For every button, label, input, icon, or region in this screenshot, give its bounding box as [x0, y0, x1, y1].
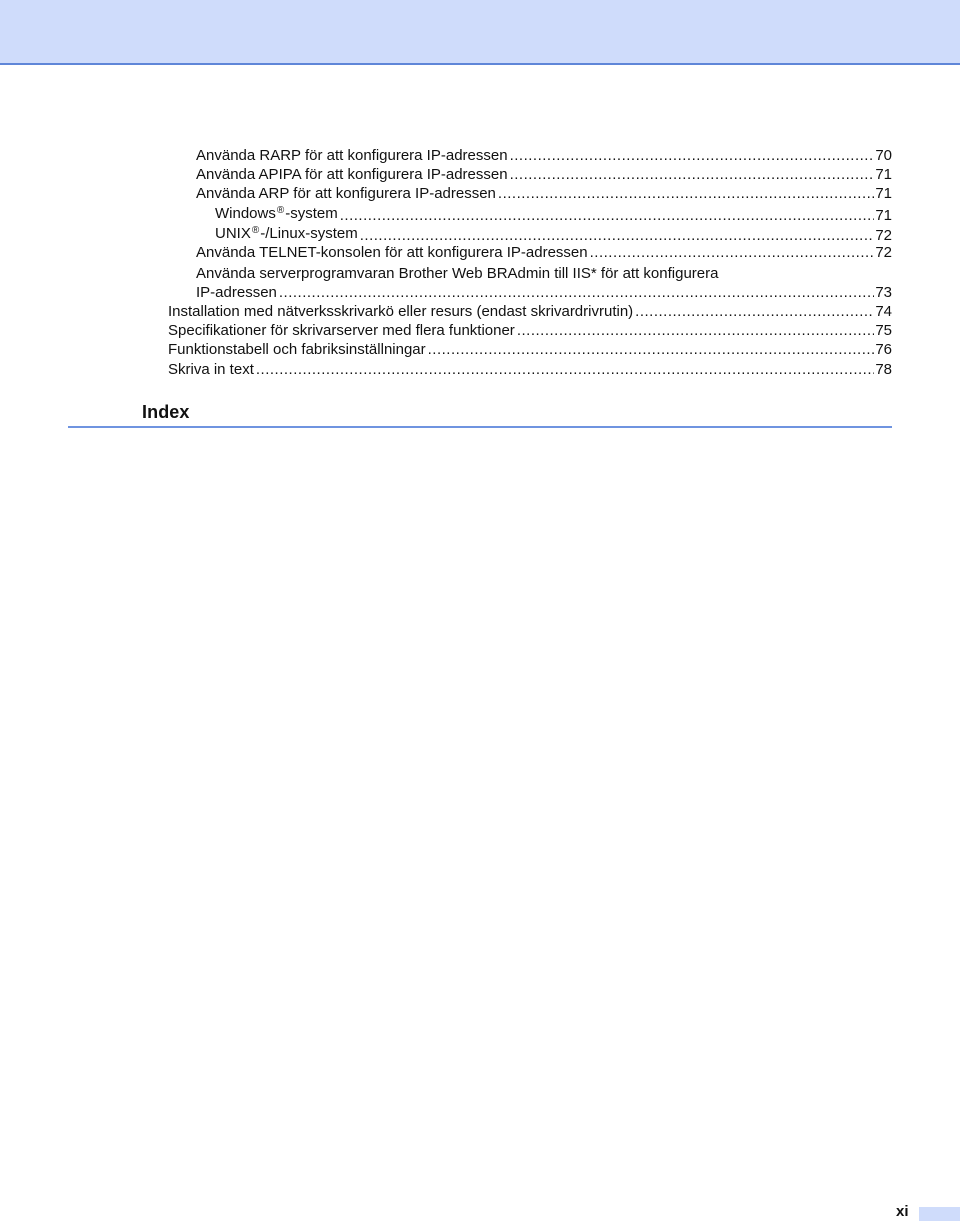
toc-page-number: 72 — [875, 244, 892, 261]
toc-page-number: 73 — [875, 284, 892, 301]
toc-entry[interactable] — [168, 340, 892, 359]
toc-leader — [510, 165, 875, 184]
toc-leader — [256, 360, 874, 379]
toc-entry-title: Funktionstabell och fabriksinställningar — [168, 341, 426, 358]
toc-entry-suffix: -system — [285, 205, 338, 222]
toc-entry[interactable] — [196, 243, 892, 262]
toc-entry-title: Använda RARP för att konfigurera IP-adressen — [196, 147, 508, 164]
toc-entry-title-continuation: IP-adressen — [196, 284, 277, 301]
toc-entry[interactable] — [196, 165, 892, 184]
toc-entry-title — [215, 204, 338, 225]
toc-page-number: 74 — [875, 303, 892, 320]
toc-entry[interactable] — [168, 302, 892, 321]
toc-entry[interactable] — [215, 224, 892, 245]
toc-page-number: 75 — [875, 322, 892, 339]
section-heading-index[interactable]: Index — [142, 402, 190, 422]
toc-entry-title-line[interactable]: Använda serverprogramvaran Brother Web BRAdmin till IIS* för att konfigurera — [196, 265, 719, 282]
toc-entry-title: Använda TELNET-konsolen för att konfigurera IP-adressen — [196, 244, 588, 261]
toc-entry[interactable] — [215, 204, 892, 225]
toc-page-number: 70 — [875, 147, 892, 164]
registered-mark: ® — [276, 205, 285, 216]
toc-entry[interactable] — [168, 360, 892, 379]
toc-entry-title: Installation med nätverksskrivarkö eller resurs (endast skrivardrivrutin) — [168, 303, 634, 320]
toc-entry-main: Windows — [215, 205, 276, 222]
toc-page-number: 71 — [875, 185, 892, 202]
toc-page-number: 72 — [875, 227, 892, 244]
toc-leader — [279, 283, 874, 302]
section-divider — [68, 426, 892, 428]
toc-entry-main: UNIX — [215, 225, 251, 242]
toc-leader — [517, 321, 875, 340]
page-header-band — [0, 0, 960, 65]
toc-entry[interactable] — [196, 184, 892, 203]
toc-page-number: 78 — [875, 361, 892, 378]
toc-leader — [510, 146, 875, 165]
toc-entry-suffix: -/Linux-system — [260, 225, 358, 242]
toc-leader — [428, 340, 875, 359]
toc-entry[interactable] — [196, 146, 892, 165]
toc-page-number: 71 — [875, 207, 892, 224]
toc-leader — [590, 243, 875, 262]
page-footer-tab — [919, 1207, 960, 1221]
page-number-label: xi — [896, 1203, 909, 1220]
toc-page-number: 71 — [875, 166, 892, 183]
toc-entry-title — [215, 224, 358, 245]
toc-entry-title: Använda ARP för att konfigurera IP-adressen — [196, 185, 496, 202]
toc-entry-title: Skriva in text — [168, 361, 254, 378]
toc-leader — [340, 206, 875, 225]
toc-entry[interactable] — [196, 283, 892, 302]
toc-leader — [498, 184, 874, 203]
toc-entry-title: Specifikationer för skrivarserver med flera funktioner — [168, 322, 515, 339]
registered-mark: ® — [251, 225, 260, 236]
toc-entry-title: Använda APIPA för att konfigurera IP-adressen — [196, 166, 508, 183]
toc-entry[interactable] — [168, 321, 892, 340]
toc-leader — [635, 302, 874, 321]
toc-page-number: 76 — [875, 341, 892, 358]
